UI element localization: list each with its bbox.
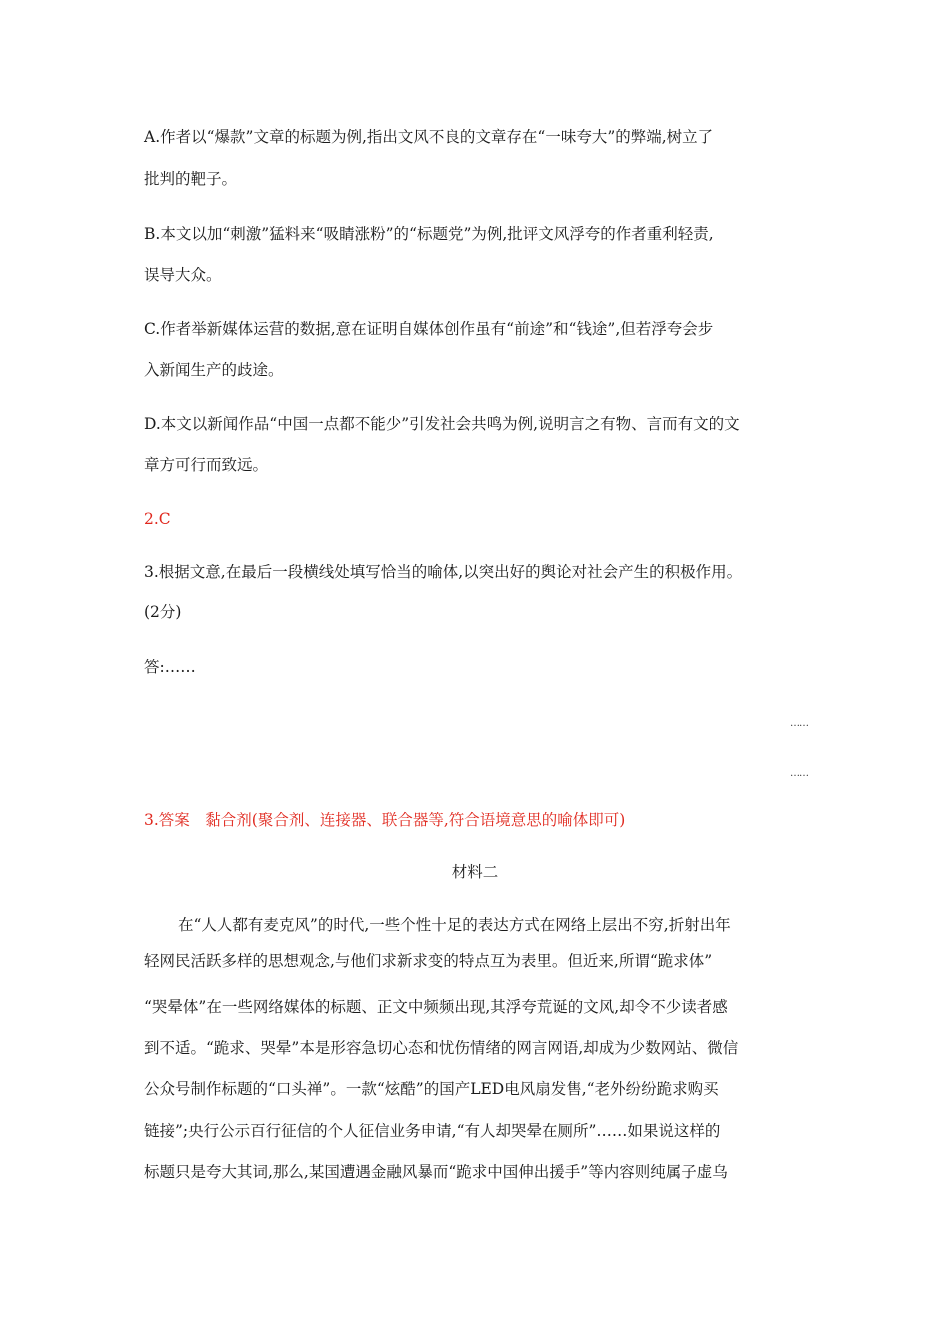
answer-2: 2.C [144,510,171,528]
material-2-line: 轻网民活跃多样的思想观念,与他们求新求变的特点互为表里。但近来,所谓“跪求体” [144,952,713,970]
material-2-line: 链接”;央行公示百行征信的个人征信业务申请,“有人却哭晕在厕所”……如果说这样的 [144,1122,721,1140]
question-3-line-2: (2分) [144,603,182,621]
material-2-line: 公众号制作标题的“口头禅”。一款“炫酷”的国产LED电风扇发售,“老外纷纷跪求购买 [144,1080,719,1098]
option-a-line-2: 批判的靶子。 [144,170,238,188]
question-3-line-1: 3.根据文意,在最后一段横线处填写恰当的喻体,以突出好的舆论对社会产生的积极作用。 [144,563,743,581]
option-b-line-1: B.本文以加“刺激”猛料来“吸睛涨粉”的“标题党”为例,批评文风浮夸的作者重利轻责, [144,225,714,243]
option-c-line-1: C.作者举新媒体运营的数据,意在证明自媒体创作虽有“前途”和“钱途”,但若浮夸会步 [144,320,714,338]
answer-blank-line-1: …… [790,718,808,729]
material-2-line: “哭晕体”在一些网络媒体的标题、正文中频频出现,其浮夸荒诞的文风,却令不少读者感 [144,998,728,1016]
option-c-line-2: 入新闻生产的歧途。 [144,361,284,379]
option-d-line-2: 章方可行而致远。 [144,456,269,474]
material-2-line: 在“人人都有麦克风”的时代,一些个性十足的表达方式在网络上层出不穷,折射出年 [178,916,731,934]
option-d-line-1: D.本文以新闻作品“中国一点都不能少”引发社会共鸣为例,说明言之有物、言而有文的文 [144,415,740,433]
option-b-line-2: 误导大众。 [144,266,222,284]
answer-3: 3.答案 黏合剂(聚合剂、连接器、联合器等,符合语境意思的喻体即可) [144,811,626,829]
option-a-line-1: A.作者以“爆款”文章的标题为例,指出文风不良的文章存在“一味夸大”的弊端,树立了 [144,128,714,146]
material-2-line: 标题只是夸大其词,那么,某国遭遇金融风暴而“跪求中国伸出援手”等内容则纯属子虚乌 [144,1163,728,1181]
material-2-line: 到不适。“跪求、哭晕”本是形容急切心态和忧伤情绪的网言网语,却成为少数网站、微信 [144,1039,739,1057]
answer-blank-line-2: …… [790,768,808,779]
material-2-title: 材料二 [451,863,499,881]
answer-prompt: 答:…… [144,658,196,676]
